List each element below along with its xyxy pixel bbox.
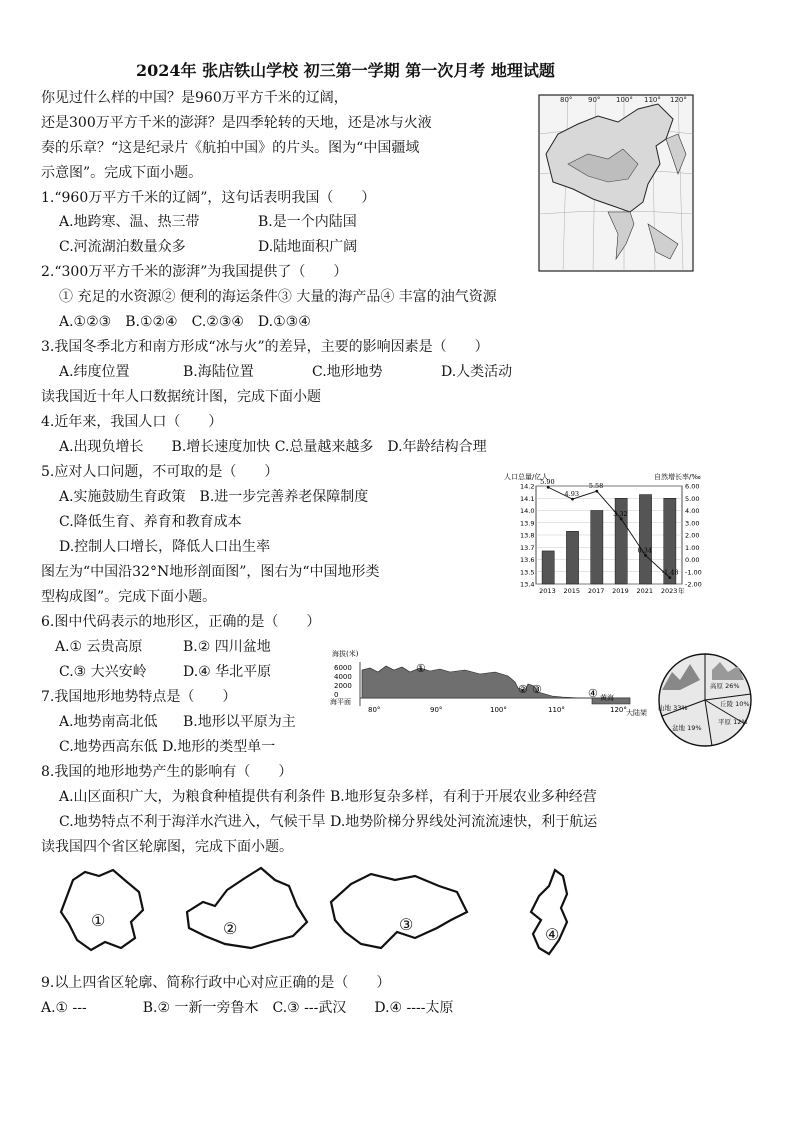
province-outline-1 — [61, 870, 143, 950]
profile-ytick: 4000 — [334, 673, 352, 681]
chart-ytick: 13.9 — [520, 519, 535, 528]
chart-ytick: 13.5 — [520, 568, 535, 577]
chart-xtick: 2023 — [660, 587, 678, 595]
question-2-stem: 2.“300万平方千米的澎湃”为我国提供了（ ） — [41, 264, 348, 280]
map-tick: 120° — [670, 96, 687, 104]
reading-prompt: 读我国近十年人口数据统计图，完成下面小题 — [41, 389, 321, 405]
question-2-options[interactable]: A.①②③ B.①②④ C.②③④ D.①③④ — [59, 314, 311, 330]
province-outlines — [55, 862, 595, 962]
chart-data-label: 4.93 — [564, 490, 579, 499]
chart-y2tick: 3.00 — [685, 519, 700, 528]
map-tick: 110° — [644, 96, 661, 104]
chart-xtick: 2015 — [563, 587, 581, 595]
chart-point — [644, 554, 647, 557]
chart-y2tick: -1.00 — [685, 568, 702, 577]
province-label-3: ③ — [399, 915, 414, 934]
province-label-2: ② — [223, 919, 238, 938]
chart-data-label: 5.90 — [540, 478, 555, 487]
option-a[interactable]: A.地势南高北低 — [59, 714, 158, 730]
option-a[interactable]: A.地跨寒、温、热三带 — [59, 214, 200, 230]
question-2-items: ① 充足的水资源② 便利的海运条件③ 大量的海产品④ 丰富的油气资源 — [59, 289, 497, 305]
chart-y2tick: 5.00 — [685, 494, 700, 503]
map-tick: 90° — [588, 96, 601, 104]
profile-mark: ② — [518, 683, 528, 696]
terrain-profile-32n — [330, 648, 650, 720]
chart-xtick: 2019 — [612, 587, 629, 595]
province-outline-3 — [331, 874, 467, 948]
reading-prompt: 图左为“中国沿32°N地形剖面图”，图右为“中国地形类 — [41, 564, 380, 580]
option-ab[interactable]: A.实施鼓励生育政策 B.进一步完善养老保障制度 — [59, 489, 369, 505]
chart-data-label: 0.34 — [637, 546, 652, 555]
pie-label: 山地 33% — [658, 704, 688, 712]
chart-ytick: 14.0 — [520, 507, 535, 515]
option-c[interactable]: C.地形地势 — [312, 364, 383, 380]
profile-ytick: 6000 — [334, 664, 352, 672]
pie-label: 高原 26% — [710, 682, 740, 690]
chart-point — [571, 498, 574, 501]
profile-mark: ④ — [588, 687, 598, 700]
option-c[interactable]: C.③ 大兴安岭 — [59, 664, 147, 680]
option-b[interactable]: B.海陆位置 — [183, 364, 254, 380]
chart-bar — [591, 511, 603, 585]
question-8-stem: 8.我国的地形地势产生的影响有（ ） — [41, 764, 293, 780]
option-b[interactable]: B.地形以平原为主 — [183, 714, 296, 730]
option-d[interactable]: D.控制人口增长，降低人口出生率 — [59, 539, 271, 555]
chart-ytick: 13.4 — [520, 580, 535, 589]
pie-label: 丘陵 10% — [720, 700, 750, 708]
map-tick: 80° — [560, 96, 573, 104]
chart-ylabel: 人口总量/亿人 — [504, 473, 549, 481]
question-9-options[interactable]: A.① --- B.② 一新一旁鲁木 C.③ ---武汉 D.④ ----太原 — [41, 1000, 454, 1016]
province-label-4: ④ — [545, 925, 560, 944]
pie-label: 平原 12% — [718, 718, 748, 726]
sea-label: 大陆架 — [626, 709, 647, 717]
option-d[interactable]: D.④ 华北平原 — [183, 664, 272, 680]
chart-data-label: -1.48 — [661, 568, 679, 577]
profile-xtick: 80° — [368, 706, 381, 714]
intro-line: 示意图”。完成下面小题。 — [41, 165, 203, 181]
chart-point — [595, 490, 598, 493]
reading-prompt: 读我国四个省区轮廓图，完成下面小题。 — [41, 839, 293, 855]
province-label-1: ① — [91, 911, 106, 930]
population-chart — [500, 470, 720, 598]
map-tick: 100° — [616, 96, 633, 104]
question-9-stem: 9.以上四省区轮廓、简称行政中心对应正确的是（ ） — [41, 975, 391, 991]
terrain-type-pie — [650, 650, 760, 750]
chart-y2tick: 1.00 — [685, 543, 700, 552]
question-4-stem: 4.近年来，我国人口（ ） — [41, 414, 223, 430]
chart-xtick: 2013 — [539, 587, 556, 595]
chart-ytick: 14.2 — [520, 482, 535, 491]
profile-sea-level: 海平面 — [330, 698, 351, 706]
intro-line: 奏的乐章？“这是纪录片《航拍中国》的片头。图为“中国疆域 — [41, 140, 420, 156]
chart-xtick: 2017 — [587, 587, 605, 595]
option-cd[interactable]: C.地势特点不利于海洋水汽进入，气候干旱 D.地势阶梯分界线处河流流速快，利于航运 — [59, 814, 598, 830]
option-a[interactable]: A.纬度位置 — [59, 364, 130, 380]
option-a[interactable]: A.① 云贵高原 — [55, 639, 143, 655]
chart-data-label: 3.32 — [613, 509, 628, 518]
chart-ytick: 13.8 — [520, 531, 535, 540]
chart-bar — [639, 495, 651, 584]
chart-y2tick: 6.00 — [685, 482, 700, 491]
province-outline-2 — [187, 868, 307, 948]
profile-ylabel: 海拔(米) — [332, 650, 359, 658]
chart-xtick: 2021 — [636, 587, 654, 595]
profile-xtick: 110° — [548, 706, 565, 714]
question-7-stem: 7.我国地形地势特点是（ ） — [41, 689, 237, 705]
chart-data-label: 5.58 — [588, 482, 604, 491]
option-c[interactable]: C.河流湖泊数量众多 — [59, 239, 186, 255]
profile-mark: ① — [416, 662, 426, 675]
chart-ytick: 13.6 — [520, 556, 535, 564]
chart-y2label: 自然增长率/‰ — [654, 473, 701, 481]
question-4-options[interactable]: A.出现负增长 B.增长速度加快 C.总量越来越多 D.年龄结构合理 — [59, 439, 487, 455]
chart-point — [668, 576, 671, 579]
intro-line: 还是300万平方千米的澎湃？是四季轮转的天地，还是冰与火液 — [41, 115, 432, 131]
chart-ytick: 13.7 — [520, 543, 535, 552]
sea-label: 黄海 — [600, 694, 614, 702]
profile-xtick: 100° — [490, 706, 507, 714]
option-cd[interactable]: C.地势西高东低 D.地形的类型单一 — [59, 739, 276, 755]
chart-point — [620, 517, 623, 520]
question-3-stem: 3.我国冬季北方和南方形成“冰与火”的差异，主要的影响因素是（ ） — [41, 339, 489, 355]
intro-line: 你见过什么样的中国？是960万平方千米的辽阔， — [41, 90, 348, 106]
chart-y2tick: 2.00 — [685, 531, 700, 540]
question-6-stem: 6.图中代码表示的地形区，正确的是（ ） — [41, 614, 321, 630]
profile-mark: ③ — [532, 683, 542, 696]
chart-y2tick: 0.00 — [685, 556, 700, 564]
chart-ytick: 14.1 — [520, 494, 535, 503]
option-c[interactable]: C.降低生育、养育和教育成本 — [59, 514, 242, 530]
pie-label: 盆地 19% — [672, 724, 702, 732]
option-d[interactable]: D.陆地面积广阔 — [258, 239, 358, 255]
china-territory-map — [538, 94, 694, 272]
chart-bar — [566, 531, 578, 584]
option-d[interactable]: D.人类活动 — [441, 364, 513, 380]
profile-xtick: 120° — [610, 706, 627, 714]
option-ab[interactable]: A.山区面积广大，为粮食种植提供有利条件 B.地形复杂多样，有利于开展农业多种经营 — [59, 789, 597, 805]
chart-bar — [542, 551, 554, 584]
profile-ytick: 0 — [334, 691, 339, 699]
chart-xunit: 年 — [678, 587, 685, 595]
question-5-stem: 5.应对人口问题，不可取的是（ ） — [41, 464, 279, 480]
profile-xtick: 90° — [430, 706, 443, 714]
question-1-stem: 1.“960万平方千米的辽阔”，这句话表明我国（ ） — [41, 190, 376, 206]
option-b[interactable]: B.是一个内陆国 — [258, 214, 357, 230]
profile-ytick: 2000 — [334, 682, 352, 690]
chart-y2tick: -2.00 — [685, 580, 702, 589]
chart-point — [547, 486, 550, 489]
reading-prompt: 型构成图”。完成下面小题。 — [41, 589, 217, 605]
chart-y2tick: 4.00 — [685, 507, 700, 515]
option-b[interactable]: B.② 四川盆地 — [183, 639, 271, 655]
page-title: 2024年 张店铁山学校 初三第一学期 第一次月考 地理试题 — [136, 61, 555, 80]
